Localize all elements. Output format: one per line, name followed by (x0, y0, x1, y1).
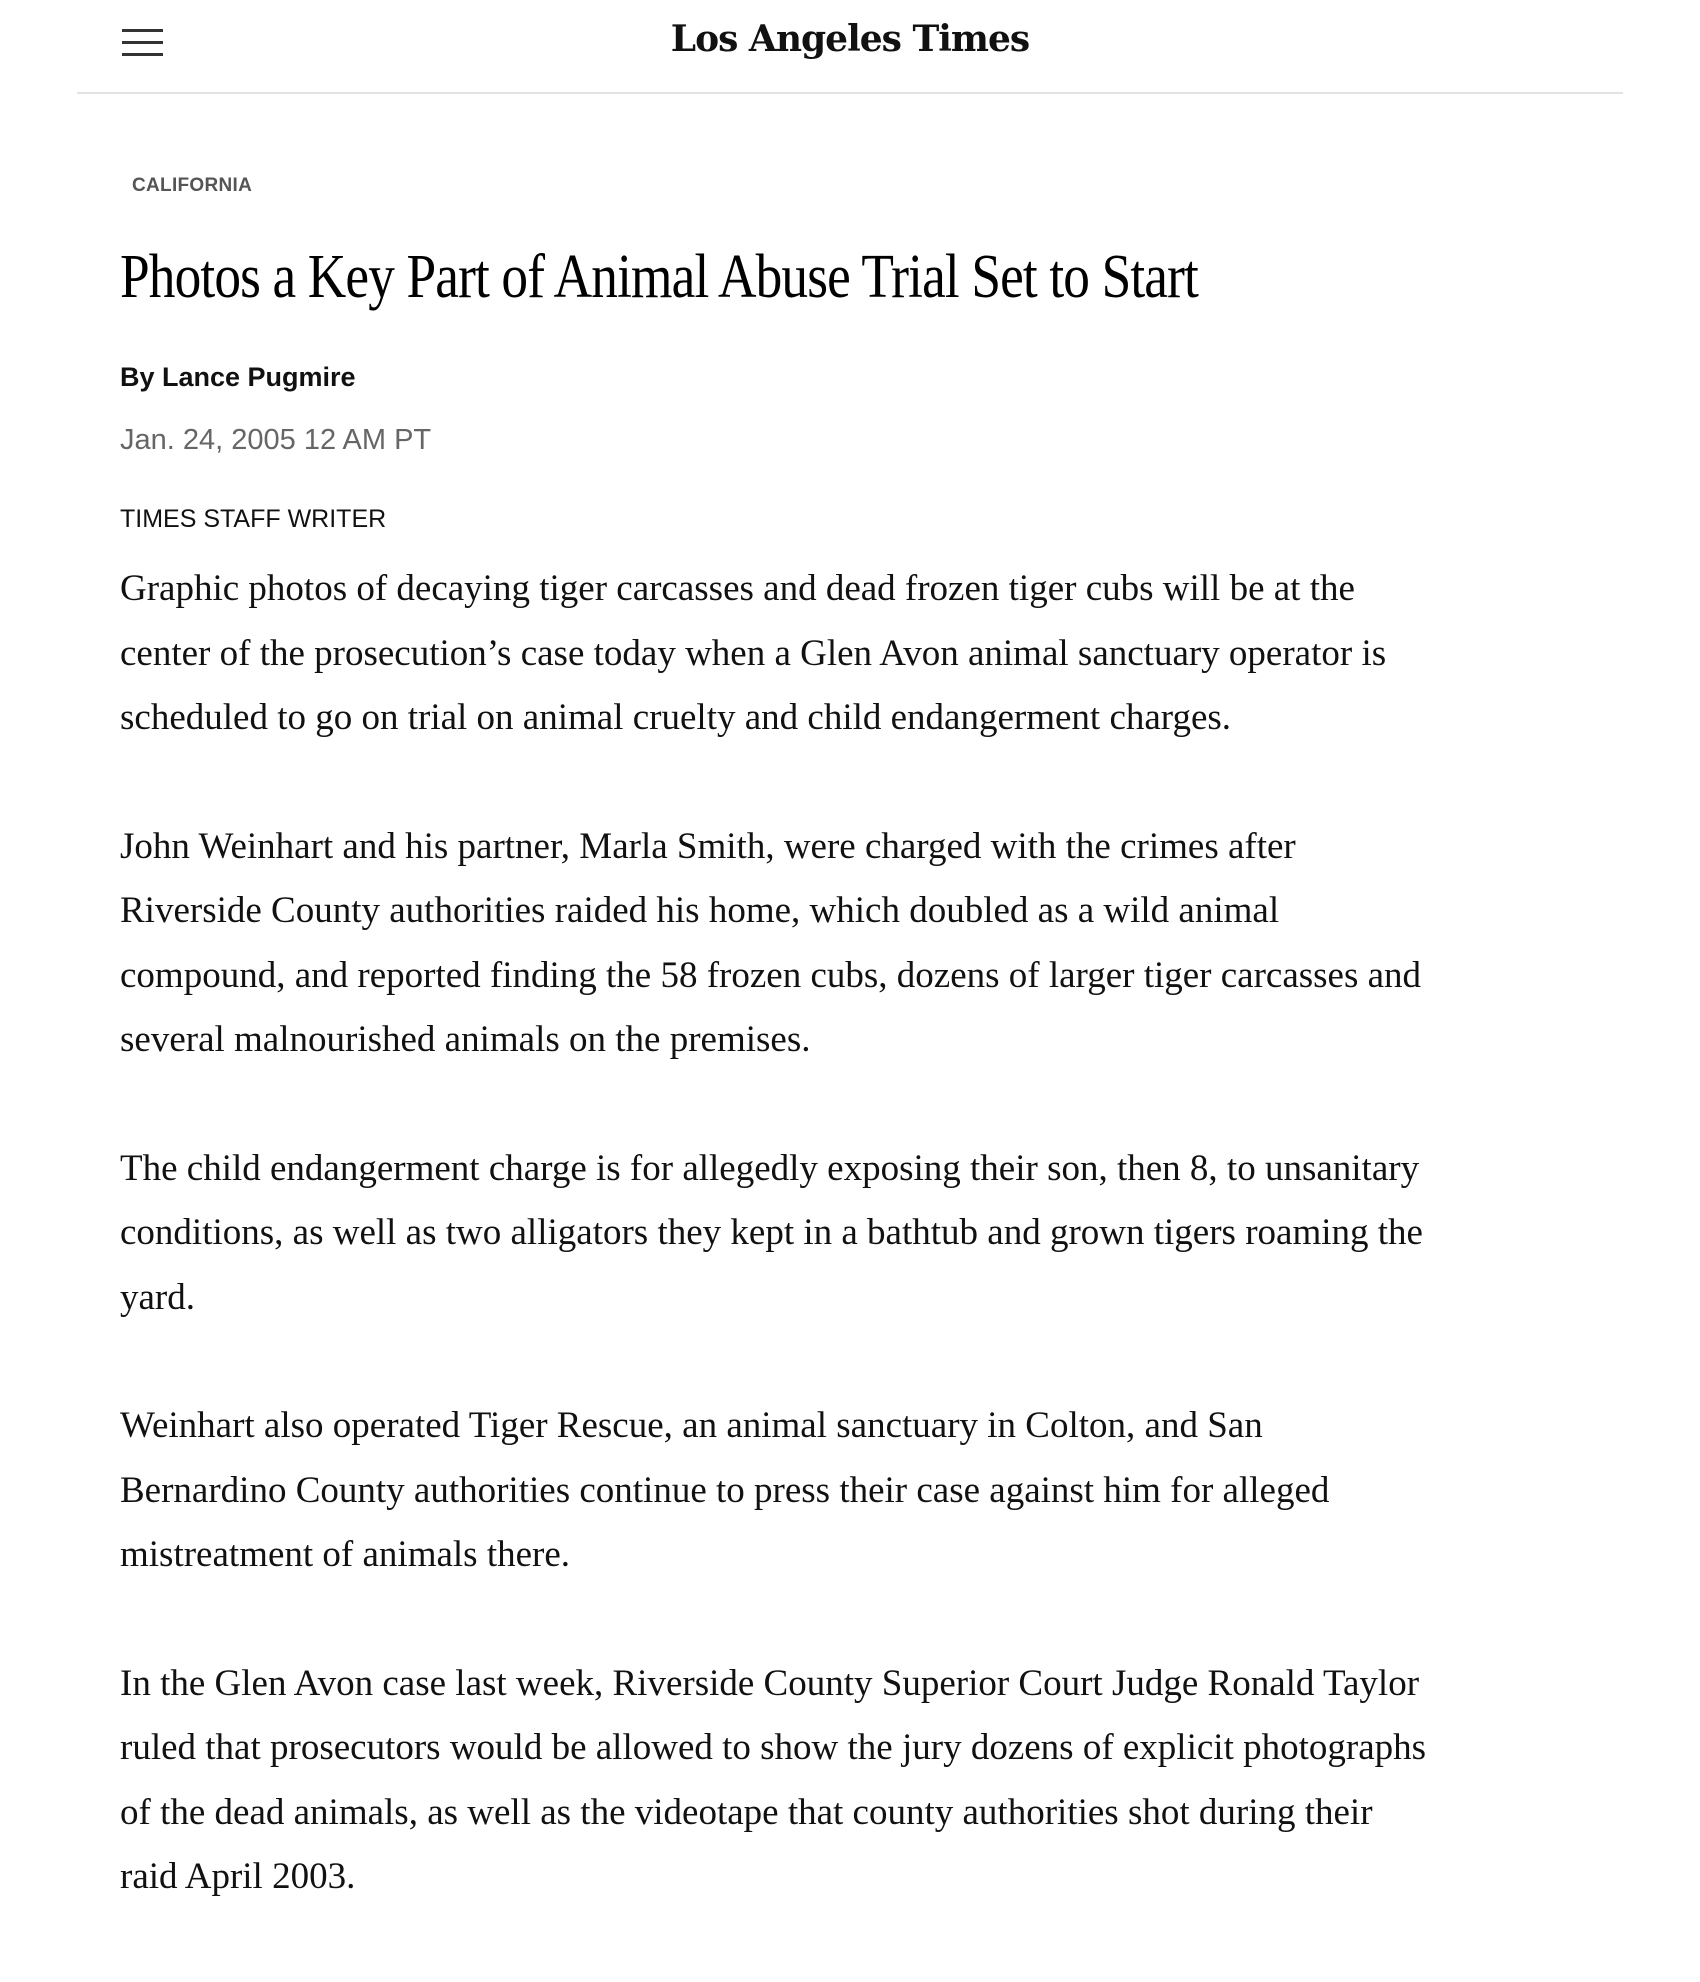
paragraph (120, 1145, 1600, 1339)
paragraph (120, 1402, 1600, 1596)
paragraph-line: mistreatment of animals there. (120, 1534, 571, 1575)
paragraph-line: center of the prosecution’s case today when a Glen Avon animal sanctuary operator is (120, 632, 1387, 674)
article-body (120, 565, 1600, 1982)
paragraph-line: conditions, as well as two alligators they kept in a bathtub and grown tigers roaming the (120, 1212, 1423, 1253)
paragraph-line: Graphic photos of decaying tiger carcasses and dead frozen tiger cubs will be at the (120, 568, 1355, 609)
paragraph (120, 1660, 1600, 1918)
byline[interactable]: By Lance Pugmire (120, 362, 356, 392)
header-divider (77, 92, 1623, 94)
section-label[interactable]: CALIFORNIA (132, 175, 253, 196)
paragraph-line: scheduled to go on trial on animal cruelty and child endangerment charges. (120, 697, 1232, 738)
paragraph-line: Weinhart also operated Tiger Rescue, an animal sanctuary in Colton, and San (120, 1405, 1263, 1446)
paragraph-line: raid April 2003. (120, 1856, 356, 1897)
paragraph-line: John Weinhart and his partner, Marla Smith, were charged with the crimes after (120, 825, 1296, 867)
paragraph-line: of the dead animals, as well as the videotape that county authorities shot during their (120, 1791, 1373, 1833)
paragraph-line: several malnourished animals on the premises. (120, 1019, 811, 1060)
site-logo[interactable]: Los Angeles Times (670, 18, 1030, 60)
paragraph (120, 823, 1600, 1081)
staff-label: TIMES STAFF WRITER (120, 505, 387, 533)
paragraph-line: In the Glen Avon case last week, Riverside County Superior Court Judge Ronald Taylor (120, 1662, 1420, 1704)
paragraph-line: Bernardino County authorities continue to press their case against him for alleged (120, 1469, 1330, 1511)
paragraph-line: The child endangerment charge is for allegedly exposing their son, then 8, to unsanitary (120, 1147, 1420, 1189)
publish-date: Jan. 24, 2005 12 AM PT (120, 424, 432, 456)
paragraph-line: Riverside County authorities raided his home, which doubled as a wild animal (120, 890, 1280, 931)
headline: Photos a Key Part of Animal Abuse Trial Set to Start (120, 243, 1198, 311)
paragraph (120, 565, 1600, 759)
paragraph-line: compound, and reported finding the 58 frozen cubs, dozens of larger tiger carcasses and (120, 954, 1422, 996)
paragraph-line: yard. (120, 1276, 195, 1318)
paragraph-line: ruled that prosecutors would be allowed to show the jury dozens of explicit photographs (120, 1727, 1427, 1768)
